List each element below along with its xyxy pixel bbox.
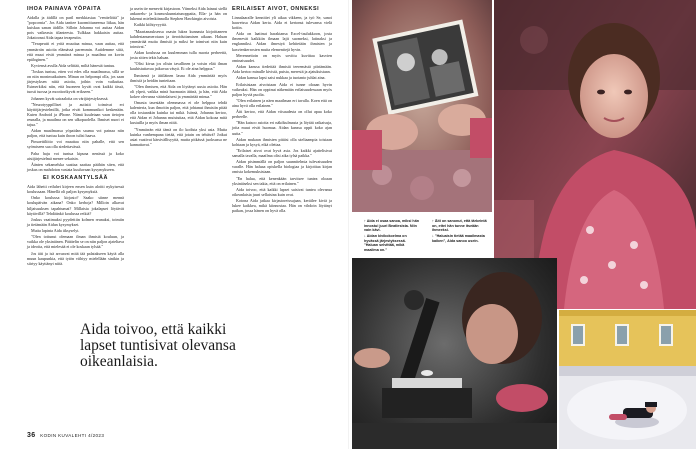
page-number: 36: [27, 432, 36, 439]
paragraph: "En halua, että kenenkään tarvitsee tuntea oloaan yksinäiseksi sen takia, että on erilainen.": [232, 175, 332, 186]
photo-hands-with-picture: [352, 0, 492, 212]
paragraph: Johanen kyvät sairaaloita on värijärjestyksessä.: [31, 95, 109, 101]
article-column-3: [232, 6, 332, 215]
article-column-1: [27, 6, 124, 267]
paragraph: Äänten sekamelska saattaa saattaa päähän siten, että joskus on mahdoton vastata kuuluvaan kysymykseen.: [27, 162, 124, 173]
paragraph: "Maarianauksessa osasin lukea kunnasta kirjoittaneen kahdestanumerotaan ja iteroiduttamisen aikaan. Haluan ymmärtää muita ihmisiä ja miksi he toimivat niin kuin toimivat.": [130, 28, 227, 49]
paragraph: "Erilaiset aivot ovat hyvä asia. Jos kaikki ajattelisivat samalla tavalla, maailma olisi aika tylsä paikka.": [232, 148, 332, 159]
paragraph: Kotona Aida jatkaa kirjastoreissujaan, keräilee kiviä ja lukee kaikkea, mikä kiinnostaa. Hän on vihdoin löytänyt paikan, jossa hänen on hyvä olla.: [232, 198, 332, 214]
paragraph: Aidan koulussa on kuulemman tulla nuoria perheettä, josta sitten tekis haluan.: [130, 49, 227, 60]
caption-text: ↑ Äiti on sanonut, että tärkeintä on, ettei hän tunne itseään ihmeeksi.: [432, 219, 487, 232]
paragraph: "Olisi kivaa jos olisin tavallinen ja voisin elää ilman kauhistuttavaa jatkuvaa väsyä. Ei ole aina helppoa.": [130, 61, 227, 72]
photo-microscope: [352, 258, 557, 449]
paragraph: "Joskus tuntuu, etten voi edes olla maailmassa, sillä se on niin monimutkainen. Minun on helpompi olla, jos saan järjestyksen niitä asioita, joihin voin vaikuttaa. Esimerkiksi niin, että huoneen kyvät ovat kaikki tässä, tuosti tuossa ja moottorikyvät erikseen.": [27, 69, 124, 95]
paragraph: Äiti kertoo, että Aidan viisaudesta on ollut apua koko perheelle.: [232, 109, 332, 120]
photo-caption-2: [432, 219, 488, 243]
paragraph: Pinsaettiliitto voi muuttaa niin pahalle, että sen syömiseen saa olla siedettavässä.: [27, 139, 124, 150]
paragraph: Aidalla ja äidillä on paril merkkiasiaa "venttelöitä" ja "popcornia". Jos Aida tanttee kuormittuneensa liikaa, hän kuiskaa sanan äidille. Silloin Johanna voi auttaa Aidan pois vaikeasta tilanteesta. Tulkkaa hakkaisin auttaa. Jokatoonai Aida tapaa terapeutin.: [27, 15, 124, 41]
paragraph: "Olen ihmisen, että Aida on löytänyt uusia asioita. Hän oli ylpeä, vaikka minä huomasin äitinä, ja hän, että Aida kokee olevansa väärinlaisesi ja ymmärtää minua.": [130, 83, 227, 99]
paragraph: "Olen erilainen ja näen maailman eri tavalla. Koen että on aina hyvä olla erilainen.": [232, 97, 332, 108]
paragraph: Kaikki kiihtyvyyttä.: [134, 22, 167, 28]
paragraph: Aidan kanssa lapsi saisi nukkaa ja tuotanto juhlat aina.: [236, 75, 326, 81]
paragraph: Aida on laatinut haraktansa Excel-taulukkoon, josta ilmenevät kaikkiin ilmaan lajit suomeksi, latinaksi ja englanniksi. Aidan ilmestyä kehitetään ihmisten ja kasvienkerrosten muita elementtejä hyvin.: [232, 31, 332, 52]
paragraph: Onko koulussa kirjasto? Saako siinne mennä koulupäivän aikana? Onko kerhoja? Milloin alkavat hiljaisuuksen tapahtumat? Millaisia jokalapset löytävät käytävillä? Tehdäänkö koulussa retkiä?: [27, 195, 124, 216]
paragraph: Aida toivoo, että kaikki lapset saisivat tuntea olevansa oikeanlaisia juuri sellaisina kuin ovat.: [232, 186, 332, 197]
paragraph: Aidan pisimmällä on paljon suunnitelmia tulevaisuuden varalle. Hän haluaa opiskella biologiaa ja kirjoittaa kirjan omista kokemuksistaan.: [232, 159, 332, 175]
paragraph: Kyviensä avulla Aida selittää, miltä hänestä tuntuu.: [31, 62, 116, 68]
paragraph: ja usein tie menevät kirjastoon. Viimeksi Aida lainasi siellä ankarrelu- ja kosmoskunniatunoppaita, Ella- ja hän on lukenut mielenkiinnolla Stephen Hawkingin aivoista.: [130, 6, 227, 22]
photo-snow-playing: [559, 310, 696, 449]
paragraph: "Olen tottunut olemaan ilman ihmisiä kouluun, ja vaikka ole yksinäinen. Päättelin se on niin paljon ajateltava ja ideoita, että mielesää ei ole koskaan tylsää.": [27, 234, 124, 250]
paragraph: "Neurotyyppilliset ja autistit toimivat eri käyttöjärjestelmillä, jotka eivät kommunikoi keskenään. Kuten Android ja iPhone. Nämä kuuletaan vaan tietojen reunalla, ja maailma on sen ulkopuolella. Ihmiset nuori ei tajua.": [27, 101, 124, 127]
caption-text: ↓ Aidan kivikokoelma on hyvässä järjestyksessä. "Haluan selvittää, mikä maailma on.": [364, 234, 407, 252]
paragraph: Erilaisistaan aivoistaan Aida ei tunne oloaan hyvin vaikeaksi. Hän on oppinut näkemään erilaisuudessaan myös paljon hyviä puolia.: [232, 81, 332, 97]
paragraph: Aidan kanssa tiedettää ihmisiä teeremästä piirtämään. Aida kertoo minulle kivistä, puista, merestä ja ajatuksistaan.: [232, 64, 332, 75]
caption-text: ↑ Aida ei osaa sanoa, miksi hän innostui juuri Beatlesista. Niin vain kävi.: [364, 219, 419, 232]
pull-quote: Aida toivoo, että kaikki lapset tuntisivat olevansa oikeanlaisia.: [80, 321, 236, 370]
paragraph: "Ymmärrän että tämä on ilo kodista yksi asia. Mutta kuinka vanhempana tietää, että jotain on tehtävä? Jotkut asiat vaativat kärsivällisyyttä, mutta pitkässä juoksussa ne kannattavat.": [130, 126, 227, 147]
paragraph: Aida lähetti reiluhet kirjeen ensen kuin aloitti nykyisessä koulussaan. Hänellä oli paljon kysymyksiä.: [27, 184, 124, 195]
paragraph: "Terapeutti ei yritä muuttaa minua, vaan auttaa, että ymmärrän asioita elämässä paremmin. Autidemme siitä, että muut eivät ymmärrä minua ja maailma on kovin epäloginen.": [27, 41, 124, 62]
subhead-erilaiset-aivot: ERILAISET AIVOT, ONNEKSI: [232, 6, 320, 12]
paragraph: Aidan mukaan ihmisten pitäisi olla uteliaampia toisiaan kohtaan ja kysyä, eikä olettaa.: [232, 136, 332, 147]
paragraph: Aidan maailmassa yöpaidan sauma voi painaa niin paljon, että tuntuu kuin ihoon tulisi haava.: [27, 128, 124, 139]
magazine-name: KODIN KUVALEHTI 4/2023: [40, 433, 105, 438]
paragraph: Linnalaaralle kennitiet yli aikaa vikkeen, ja työ Se, sanoi haaveissa Aidan kerta. Aida ei kertonut tulevansa vielä kotiin.: [232, 15, 332, 31]
paragraph: Jos äiti ja isä arvaavat mitä tää palatakseen käytä alla muun kaupunkia, että tytön viihtyy mielellään sinikin ja siirtyy käyttänyt niitä.: [27, 250, 124, 266]
paragraph: Joskus vaatimuksi pyydettiin kolmen reunaksi, toimiin ja tietämään Aidan kysymykset.: [27, 216, 124, 227]
page-footer: [27, 432, 104, 439]
paragraph: Paha haju voi tuntua kipuna nenässä ja koko aistijärjestelmä menee sekaisin.: [27, 150, 124, 161]
paragraph: Omasta tasestään olemmassa ei ole helppoa tehdä kalenteria, kun ilmoitin paljon, että johtanut ihmisiin pitää olla tosiaankin kuinka tai mikä. Isänsä, Johanna kertoo, että Aidan ei Johanna muistuttaa, että Aidan kokoaa mitä kustuilla ja myös ilman niitä.: [130, 100, 227, 126]
subhead-ihoa-painava: IHOA PAINAVA YÖPAITA: [27, 6, 102, 12]
paragraph: Merenneitoin on myös sovittu kuvittaa kasvien ominaisuudet.: [232, 52, 332, 63]
subhead-ei-koskaan-tylsaa: EI KOSKAANTYLSÄÄ: [42, 175, 108, 182]
photo-caption-1: [364, 219, 420, 252]
paragraph: Mutta lapinta Aida iiksyselyt.: [31, 228, 80, 234]
paragraph: "Hän katsoo asioita eri näkökulmasta ja löytää ratkaisuja, joita muut eivät huomaa. Aidan kanssa oppii koko ajan uutta.": [232, 120, 332, 136]
paragraph: Ihmisenä ja äitiläinen lasna Aida ymmärtää myös ihmisiä ja heidän tunteitaan.: [130, 72, 227, 83]
page-gutter: [348, 0, 349, 449]
article-column-2: [130, 6, 227, 148]
caption-text: ↓ "Haluaisin tietää maailmasta kaiken", Aida sanoo usein.: [432, 234, 485, 243]
